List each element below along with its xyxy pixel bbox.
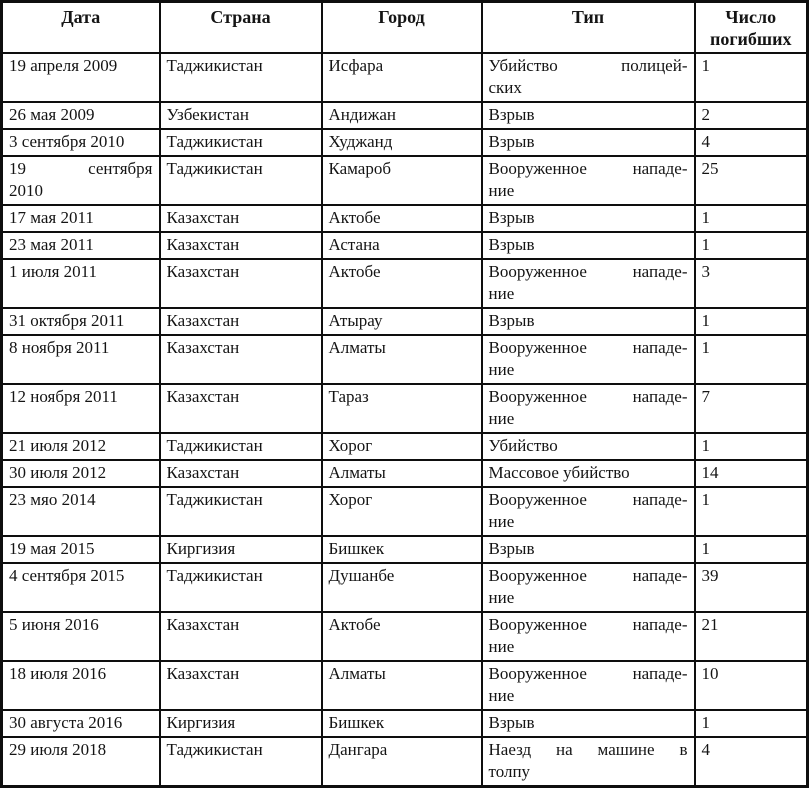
- cell-line: толпу: [488, 762, 531, 781]
- cell-country: Таджикистан: [160, 129, 322, 156]
- cell-city: Тараз: [322, 384, 482, 433]
- cell-deaths: 1: [695, 205, 808, 232]
- cell-deaths: 1: [695, 308, 808, 335]
- cell-date: 26 мая 2009: [2, 102, 160, 129]
- cell-date: 1 июля 2011: [2, 259, 160, 308]
- cell-deaths: 7: [695, 384, 808, 433]
- cell-deaths: 1: [695, 536, 808, 563]
- cell-line: 19 сентября: [9, 159, 153, 178]
- cell-country: Таджикистан: [160, 433, 322, 460]
- table-row: [2, 661, 808, 710]
- cell-city: Худжанд: [322, 129, 482, 156]
- cell-country: Казахстан: [160, 259, 322, 308]
- table-row: [2, 259, 808, 308]
- cell-line: ние: [488, 686, 515, 705]
- cell-type: Взрыв: [482, 205, 695, 232]
- cell-date: 3 сентября 2010: [2, 129, 160, 156]
- table-row: [2, 129, 808, 156]
- cell-deaths: 4: [695, 737, 808, 787]
- table-row: [2, 563, 808, 612]
- cell-country: Казахстан: [160, 335, 322, 384]
- cell-line: Вооруженное нападе-: [488, 262, 688, 281]
- table-row: [2, 710, 808, 737]
- table-row: [2, 53, 808, 102]
- cell-line: Вооруженное нападе-: [488, 664, 688, 683]
- table-body: [2, 53, 808, 787]
- cell-deaths: 1: [695, 53, 808, 102]
- cell-deaths: 25: [695, 156, 808, 205]
- cell-country: Казахстан: [160, 232, 322, 259]
- table-row: [2, 384, 808, 433]
- cell-country: Казахстан: [160, 460, 322, 487]
- cell-line: Вооруженное нападе-: [488, 566, 688, 585]
- cell-date: [2, 156, 160, 205]
- cell-deaths: 10: [695, 661, 808, 710]
- cell-line: ние: [488, 409, 515, 428]
- cell-deaths: 1: [695, 710, 808, 737]
- cell-deaths: 2: [695, 102, 808, 129]
- cell-line: Вооруженное нападе-: [488, 615, 688, 634]
- cell-type: [482, 259, 695, 308]
- cell-city: Исфара: [322, 53, 482, 102]
- cell-line: Убийство полицей-: [488, 56, 688, 75]
- cell-city: Алматы: [322, 460, 482, 487]
- cell-date: 21 июля 2012: [2, 433, 160, 460]
- cell-city: Астана: [322, 232, 482, 259]
- cell-city: Алматы: [322, 661, 482, 710]
- cell-deaths: 3: [695, 259, 808, 308]
- cell-line: Вооруженное нападе-: [488, 338, 688, 357]
- cell-country: Таджикистан: [160, 53, 322, 102]
- cell-line: ние: [488, 588, 515, 607]
- cell-line: ние: [488, 181, 515, 200]
- cell-type: [482, 661, 695, 710]
- cell-line: ние: [488, 284, 515, 303]
- cell-date: 23 мяо 2014: [2, 487, 160, 536]
- cell-deaths: 39: [695, 563, 808, 612]
- cell-deaths: 1: [695, 335, 808, 384]
- cell-date: 12 ноября 2011: [2, 384, 160, 433]
- table-row: [2, 536, 808, 563]
- cell-line: Вооруженное нападе-: [488, 159, 688, 178]
- cell-type: Взрыв: [482, 308, 695, 335]
- table-row: [2, 102, 808, 129]
- table-row: [2, 487, 808, 536]
- cell-city: Андижан: [322, 102, 482, 129]
- cell-country: Таджикистан: [160, 487, 322, 536]
- cell-country: Таджикистан: [160, 737, 322, 787]
- cell-date: 31 октября 2011: [2, 308, 160, 335]
- cell-date: 29 июля 2018: [2, 737, 160, 787]
- table-row: [2, 308, 808, 335]
- cell-type: [482, 563, 695, 612]
- cell-line: Вооруженное нападе-: [488, 490, 688, 509]
- cell-type: [482, 487, 695, 536]
- cell-line: ских: [488, 78, 522, 97]
- cell-line: ние: [488, 360, 515, 379]
- cell-date: 30 июля 2012: [2, 460, 160, 487]
- cell-city: Дангара: [322, 737, 482, 787]
- cell-city: Алматы: [322, 335, 482, 384]
- header-row: [2, 2, 808, 54]
- cell-type: [482, 384, 695, 433]
- cell-country: Киргизия: [160, 710, 322, 737]
- cell-deaths: 1: [695, 232, 808, 259]
- cell-line: 2010: [9, 181, 43, 200]
- column-header-date: Дата: [2, 2, 160, 54]
- cell-type: [482, 53, 695, 102]
- cell-country: Казахстан: [160, 612, 322, 661]
- cell-deaths: 21: [695, 612, 808, 661]
- cell-line: Наезд на машине в: [488, 740, 688, 759]
- cell-city: Атырау: [322, 308, 482, 335]
- cell-date: 18 июля 2016: [2, 661, 160, 710]
- column-header-deaths: Число погибших: [695, 2, 808, 54]
- cell-date: 30 августа 2016: [2, 710, 160, 737]
- cell-date: 8 ноября 2011: [2, 335, 160, 384]
- table-row: [2, 156, 808, 205]
- column-header-type: Тип: [482, 2, 695, 54]
- cell-date: 19 апреля 2009: [2, 53, 160, 102]
- cell-country: Киргизия: [160, 536, 322, 563]
- cell-city: Хорог: [322, 433, 482, 460]
- column-header-country: Страна: [160, 2, 322, 54]
- cell-date: 23 мая 2011: [2, 232, 160, 259]
- cell-type: [482, 737, 695, 787]
- cell-date: 17 мая 2011: [2, 205, 160, 232]
- cell-type: Взрыв: [482, 232, 695, 259]
- cell-date: 19 мая 2015: [2, 536, 160, 563]
- cell-city: Бишкек: [322, 710, 482, 737]
- cell-deaths: 1: [695, 433, 808, 460]
- cell-line: ние: [488, 637, 515, 656]
- cell-country: Казахстан: [160, 384, 322, 433]
- cell-type: Взрыв: [482, 710, 695, 737]
- cell-line: ние: [488, 512, 515, 531]
- cell-type: [482, 335, 695, 384]
- cell-type: Массовое убийство: [482, 460, 695, 487]
- cell-country: Казахстан: [160, 308, 322, 335]
- cell-city: Камароб: [322, 156, 482, 205]
- cell-city: Хорог: [322, 487, 482, 536]
- cell-line: Вооруженное нападе-: [488, 387, 688, 406]
- cell-type: [482, 156, 695, 205]
- table-row: [2, 335, 808, 384]
- cell-city: Бишкек: [322, 536, 482, 563]
- cell-type: Взрыв: [482, 102, 695, 129]
- table-header: [2, 2, 808, 54]
- cell-country: Таджикистан: [160, 563, 322, 612]
- cell-type: Взрыв: [482, 536, 695, 563]
- cell-country: Казахстан: [160, 205, 322, 232]
- cell-country: Узбекистан: [160, 102, 322, 129]
- cell-date: 4 сентября 2015: [2, 563, 160, 612]
- table-row: [2, 460, 808, 487]
- cell-deaths: 14: [695, 460, 808, 487]
- table-row: [2, 737, 808, 787]
- cell-type: Убийство: [482, 433, 695, 460]
- cell-country: Таджикистан: [160, 156, 322, 205]
- cell-city: Актобе: [322, 205, 482, 232]
- cell-date: 5 июня 2016: [2, 612, 160, 661]
- cell-type: Взрыв: [482, 129, 695, 156]
- cell-country: Казахстан: [160, 661, 322, 710]
- table-row: [2, 612, 808, 661]
- table-row: [2, 232, 808, 259]
- column-header-city: Город: [322, 2, 482, 54]
- cell-type: [482, 612, 695, 661]
- cell-city: Душанбе: [322, 563, 482, 612]
- table-row: [2, 433, 808, 460]
- cell-deaths: 4: [695, 129, 808, 156]
- cell-city: Актобе: [322, 612, 482, 661]
- cell-deaths: 1: [695, 487, 808, 536]
- table-row: [2, 205, 808, 232]
- cell-city: Актобе: [322, 259, 482, 308]
